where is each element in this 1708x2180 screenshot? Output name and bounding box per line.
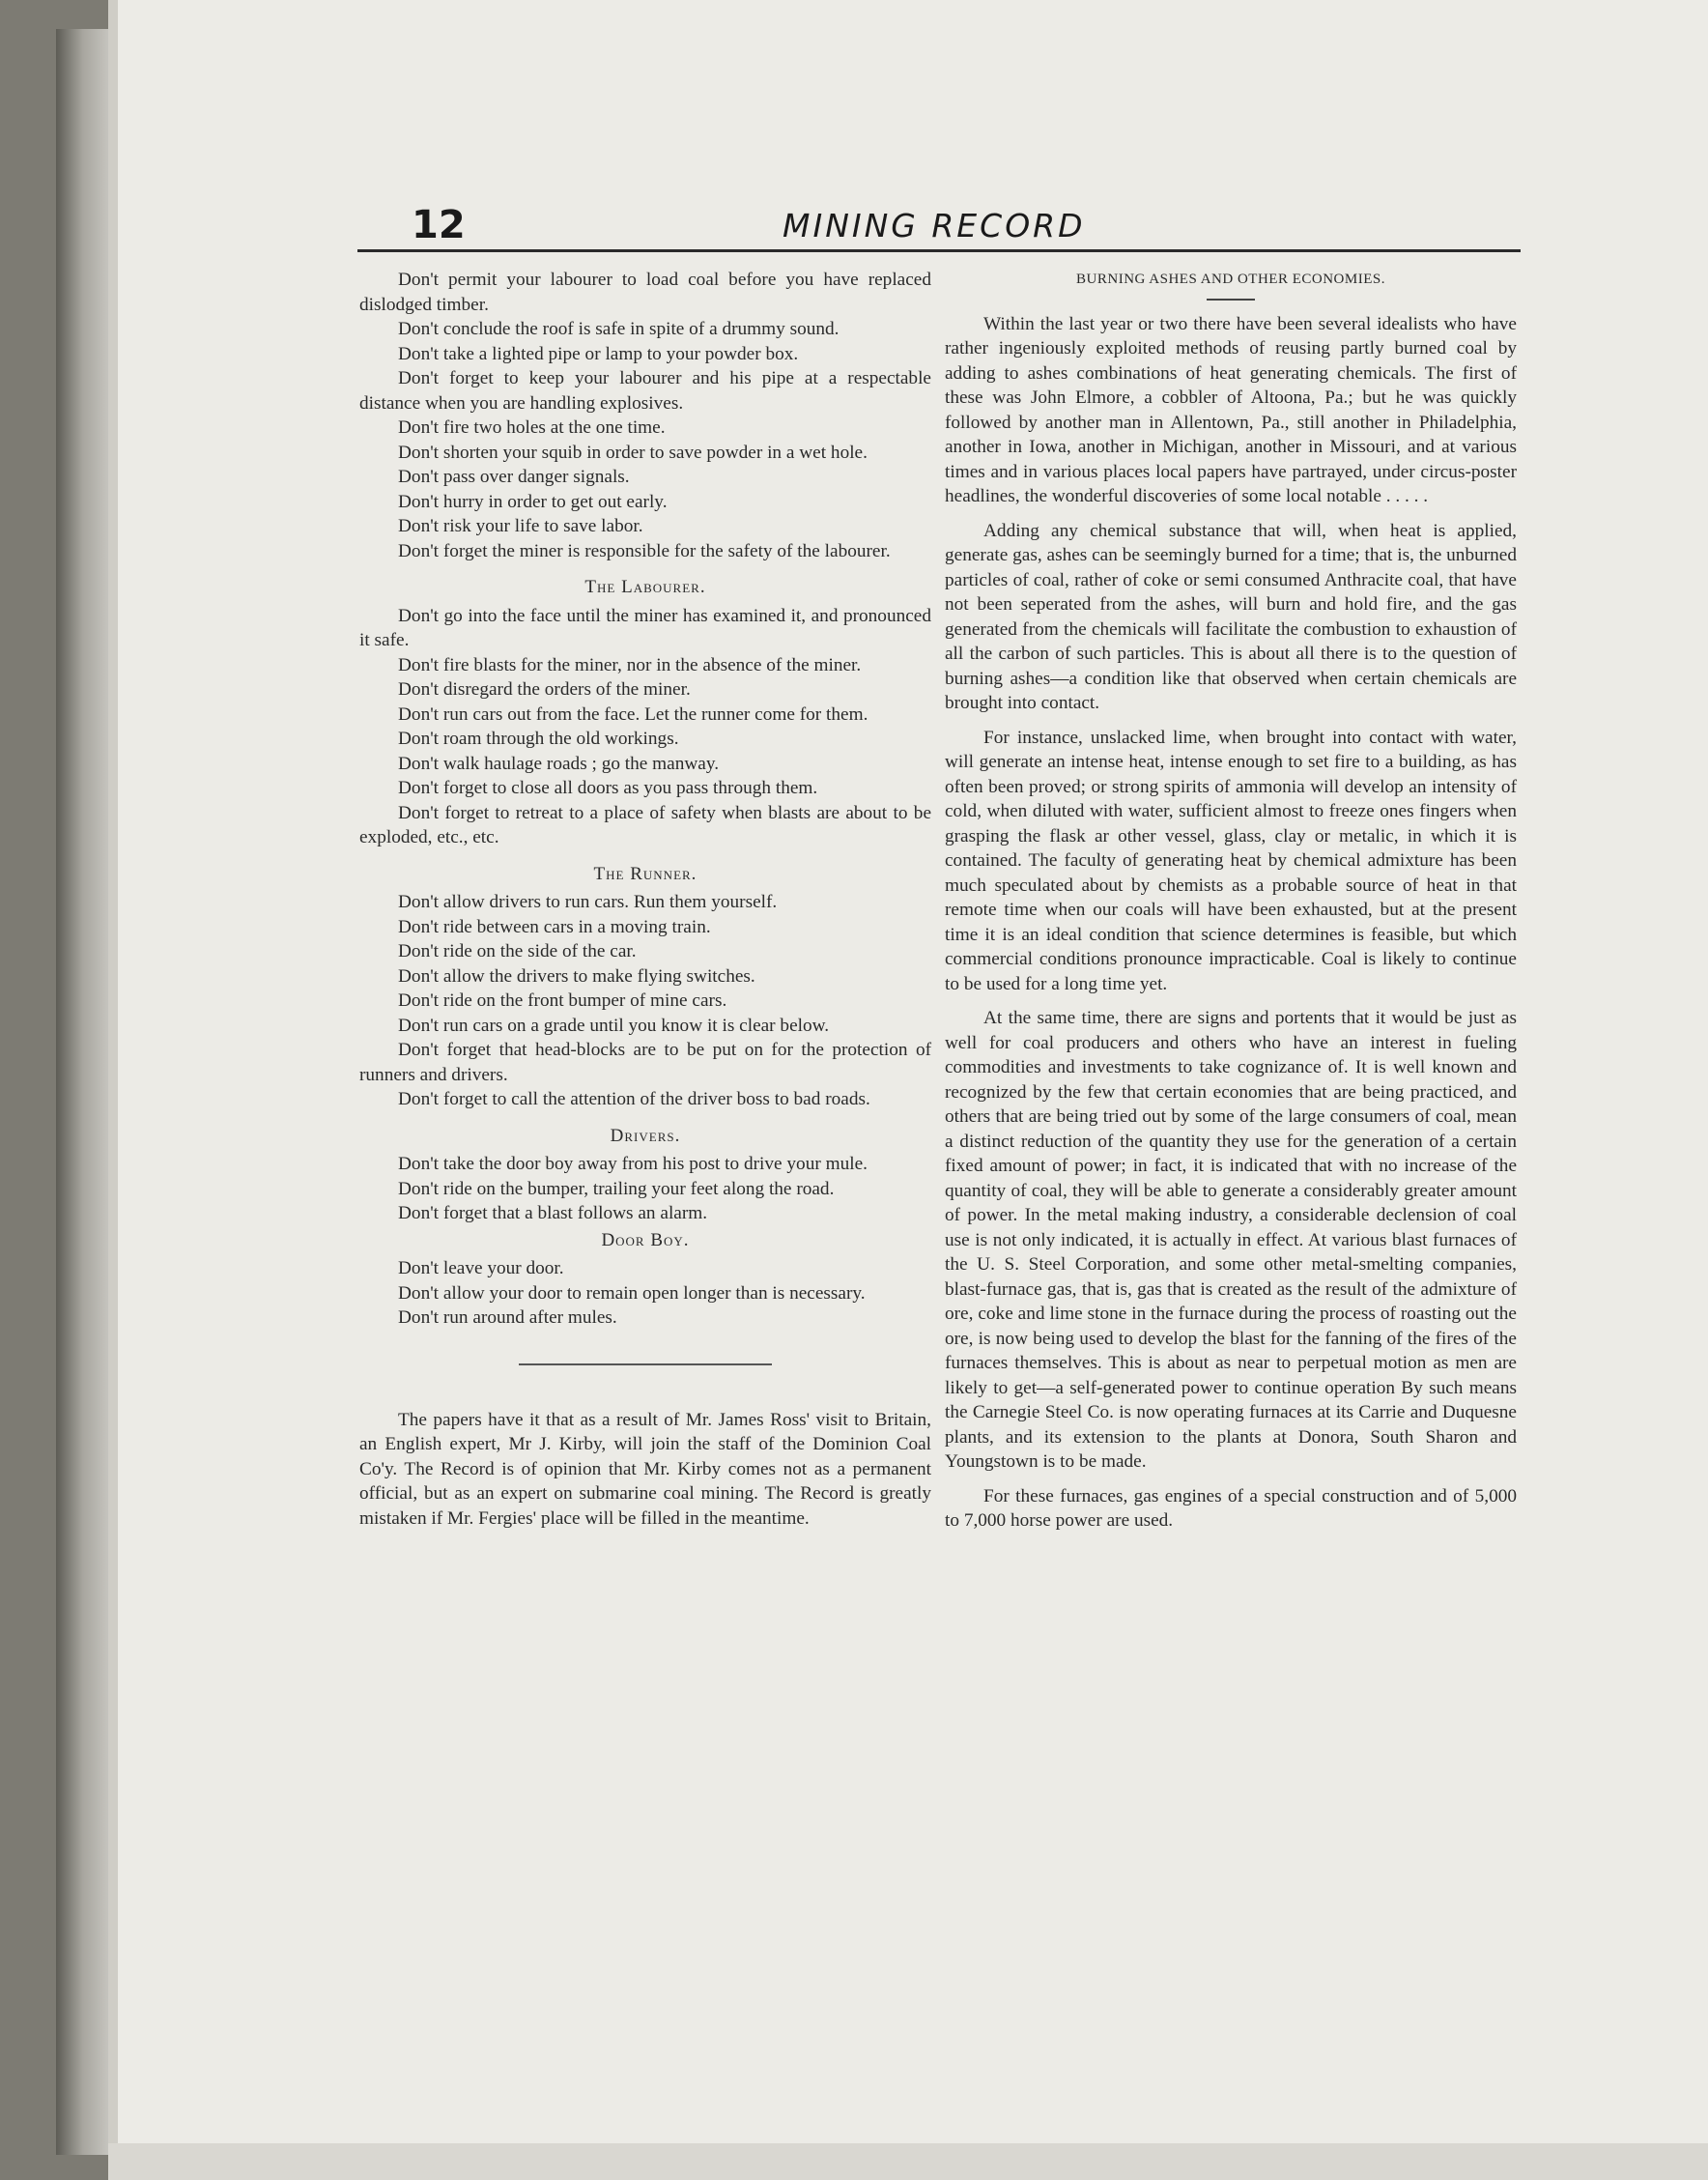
section-heading-labourer: The Labourer. <box>584 577 706 597</box>
section-heading-drivers: Drivers. <box>610 1125 681 1146</box>
rule-paragraph: Don't conclude the roof is safe in spite of a drummy sound. <box>398 319 840 339</box>
rule-paragraph: Don't pass over danger signals. <box>398 467 630 487</box>
header-rule <box>357 249 1521 252</box>
rule-paragraph: Don't run cars out from the face. Let the runner come for them. <box>398 703 868 725</box>
page-header <box>357 203 1521 253</box>
rule-paragraph: Don't take a lighted pipe or lamp to your powder box. <box>398 343 799 364</box>
rule-paragraph: Don't ride on the side of the car. <box>398 941 637 961</box>
page-left-edge <box>108 0 118 2180</box>
article-paragraph: At the same time, there are signs and portents that it would be just as well for coal producers and others who have an interest in fueling commodities and investments to take cognizance of. It is well known and recognized by the few that certain economies that are being practiced, and others that are being tried out by some of the large consumers of coal, mean a distinct reduction of the quantity they use for the generation of a certain fixed amount of power; in fact, it is indicated that with no increase of the quantity of coal, they will be able to generate a considerably greater amount of power. In the metal making industry, a considerable declension of coal use is not only indicated, it is actually in effect. At various blast furnaces of the U. S. Steel Corporation, and some other metal-smelting companies, blast-furnace gas, that is, gas that is created as the result of the admixture of ore, coke and lime stone in the furnace during the process of roasting out the ore, is now being used to develop the blast for the fanning of the fires of the furnaces themselves. This is about as near to perpetual motion as men are likely to get—a self-generated power to continue operation By such means the Carnegie Steel Co. is now operating furnaces at its Carrie and Duquesne plants, and its extension to the plants at Donora, South Sharon and Youngstown is to be made. <box>945 1008 1517 1472</box>
rule-paragraph: Don't walk haulage roads ; go the manway. <box>398 753 720 774</box>
rule-paragraph: Don't run around after mules. <box>398 1307 617 1328</box>
section-separator <box>519 1363 772 1365</box>
rule-paragraph: Don't forget to keep your labourer and his pipe at a respectable distance when you are handling explosives. <box>359 368 931 414</box>
left-column <box>359 268 931 1531</box>
paragraph-gap <box>945 1475 1517 1484</box>
news-item-paragraph: The papers have it that as a result of Mr. James Ross' visit to Britain, an English expert, Mr J. Kirby, will join the staff of the Dominion Coal Co'y. The Record is of opinion that Mr. Kirby comes not as a permanent official, but as an expert on submarine coal mining. The Record is greatly mistaken if Mr. Fergies' place will be filled in the meantime. <box>359 1409 931 1529</box>
rule-paragraph: Don't shorten your squib in order to save powder in a wet hole. <box>398 442 868 463</box>
right-column <box>945 268 1517 1534</box>
running-title: MINING RECORD <box>783 207 1086 244</box>
section-heading-runner: The Runner. <box>593 863 697 884</box>
rule-paragraph: Don't go into the face until the miner has examined it, and pronounced it safe. <box>359 605 931 650</box>
rule-paragraph: Don't leave your door. <box>398 1258 564 1278</box>
rule-paragraph: Don't take the door boy away from his post to drive your mule. <box>398 1154 868 1174</box>
rule-paragraph: Don't forget to close all doors as you pass through them. <box>398 778 818 798</box>
section-heading-door-boy: Door Boy. <box>601 1229 690 1250</box>
rule-paragraph: Don't roam through the old workings. <box>398 729 679 749</box>
title-rule <box>1207 299 1255 301</box>
rule-paragraph: Don't fire two holes at the one time. <box>398 417 666 438</box>
article-paragraph: Within the last year or two there have been several idealists who have rather ingeniously exploited methods of reusing partly burned coal by adding to ashes combinations of heat generating chemicals. The first of these was John Elmore, a cobbler of Altoona, Pa.; but he was quickly followed by another man in Allentown, Pa., still another in Philadelphia, another in Iowa, another in Michigan, another in Missouri, and at various times and in various places local papers have partrayed, under circus-poster headlines, the wonderful discoveries of some local notable . . . . . <box>945 313 1517 506</box>
article-paragraph: For instance, unslacked lime, when brought into contact with water, will generate an intense heat, intense enough to set fire to a building, as has often been proved; or strong spirits of ammonia will develop an intensity of cold, when diluted with water, sufficient almost to freeze ones fingers when grasping the flask ar other vessel, glass, clay or metalic, in which it is contained. The faculty of generating heat by chemical admixture has been much speculated about by chemists as a probable source of heat in that remote time when our coals will have been exhausted, but at the present time it is an ideal condition that science determines is feasible, but which commercial conditions pronounce impracticable. Coal is likely to continue to be used for a long time yet. <box>945 727 1517 994</box>
paragraph-gap <box>945 996 1517 1006</box>
article-paragraph: Adding any chemical substance that will, when heat is applied, generate gas, ashes can be seemingly burned for a time; that is, the unburned particles of coal, rather of coke or semi consumed Anthracite coal, that have not been seperated from the ashes, will burn and hold fire, and the gas generated from the chemicals will facilitate the combustion to exhaustion of all the carbon of such particles. This is about all there is to the question of burning ashes—a condition like that observed when certain chemicals are brought into contact. <box>945 520 1517 713</box>
rule-paragraph: Don't forget to call the attention of the driver boss to bad roads. <box>398 1089 870 1109</box>
rule-paragraph: Don't ride between cars in a moving train. <box>398 916 711 937</box>
rule-paragraph: Don't ride on the front bumper of mine cars. <box>398 990 727 1011</box>
article-title: BURNING ASHES AND OTHER ECONOMIES. <box>1076 272 1385 287</box>
rule-paragraph: Don't forget the miner is responsible for the safety of the labourer. <box>398 540 891 561</box>
rule-paragraph: Don't allow your door to remain open longer than is necessary. <box>398 1282 866 1304</box>
rule-paragraph: Don't forget that a blast follows an alarm. <box>398 1203 708 1223</box>
paragraph-gap <box>945 509 1517 519</box>
rule-paragraph: Don't ride on the bumper, trailing your feet along the road. <box>398 1178 835 1199</box>
rule-paragraph: Don't run cars on a grade until you know it is clear below. <box>398 1015 830 1036</box>
rule-paragraph: Don't permit your labourer to load coal before you have replaced dislodged timber. <box>359 270 931 315</box>
rule-paragraph: Don't forget to retreat to a place of safety when blasts are about to be exploded, etc., etc. <box>359 802 931 847</box>
page-bottom-band <box>108 2143 1708 2180</box>
rule-paragraph: Don't fire blasts for the miner, nor in the absence of the miner. <box>398 654 862 675</box>
paragraph-gap <box>945 716 1517 726</box>
rule-paragraph: Don't allow drivers to run cars. Run them yourself. <box>398 892 778 912</box>
rule-paragraph: Don't risk your life to save labor. <box>398 516 643 536</box>
rule-paragraph: Don't forget that head-blocks are to be put on for the protection of runners and drivers. <box>359 1040 931 1085</box>
page-number: 12 <box>412 203 466 247</box>
rule-paragraph: Don't disregard the orders of the miner. <box>398 679 691 700</box>
rule-paragraph: Don't allow the drivers to make flying switches. <box>398 965 755 987</box>
article-paragraph: For these furnaces, gas engines of a special construction and of 5,000 to 7,000 horse power are used. <box>945 1485 1517 1531</box>
rule-paragraph: Don't hurry in order to get out early. <box>398 491 668 512</box>
